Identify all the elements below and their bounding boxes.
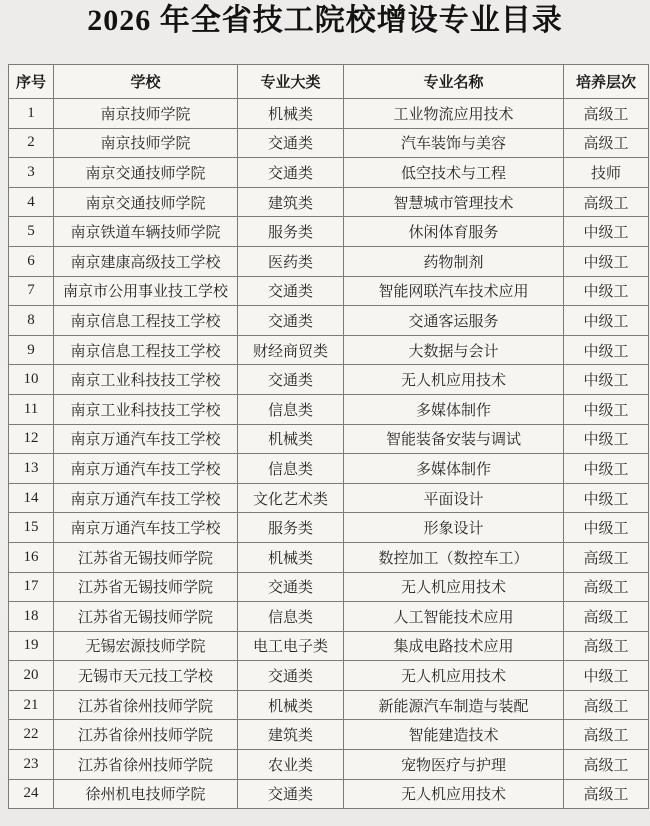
row-number-cell: 13 [9,454,54,484]
school-cell: 南京建康高级技工学校 [54,246,238,276]
row-number-cell: 14 [9,483,54,513]
level-cell: 中级工 [564,306,649,336]
major-cell: 形象设计 [344,513,564,543]
table-row [9,187,649,217]
level-cell: 高级工 [564,572,649,602]
majors-table [8,64,649,809]
row-number-cell: 21 [9,690,54,720]
table-body [9,99,649,809]
row-number-cell: 2 [9,128,54,158]
major-cell: 智能网联汽车技术应用 [344,276,564,306]
major-cell: 人工智能技术应用 [344,602,564,632]
major-cell: 平面设计 [344,483,564,513]
table-row [9,513,649,543]
table-row [9,779,649,809]
column-header-level: 培养层次 [564,65,649,99]
row-number-cell: 5 [9,217,54,247]
major-cell: 大数据与会计 [344,335,564,365]
level-cell: 中级工 [564,217,649,247]
school-cell: 江苏省无锡技师学院 [54,572,238,602]
category-cell: 电工电子类 [238,631,344,661]
school-cell: 南京技师学院 [54,99,238,129]
school-cell: 南京信息工程技工学校 [54,306,238,336]
table-row [9,335,649,365]
level-cell: 高级工 [564,750,649,780]
table-row [9,99,649,129]
level-cell: 中级工 [564,365,649,395]
category-cell: 交通类 [238,365,344,395]
school-cell: 南京铁道车辆技师学院 [54,217,238,247]
major-cell: 数控加工（数控车工） [344,542,564,572]
row-number-cell: 16 [9,542,54,572]
school-cell: 南京市公用事业技工学校 [54,276,238,306]
school-cell: 无锡宏源技师学院 [54,631,238,661]
row-number-cell: 12 [9,424,54,454]
category-cell: 建筑类 [238,720,344,750]
category-cell: 文化艺术类 [238,483,344,513]
level-cell: 高级工 [564,128,649,158]
row-number-cell: 7 [9,276,54,306]
row-number-cell: 24 [9,779,54,809]
major-cell: 无人机应用技术 [344,779,564,809]
row-number-cell: 17 [9,572,54,602]
category-cell: 建筑类 [238,187,344,217]
category-cell: 机械类 [238,542,344,572]
page-title: 2026 年全省技工院校增设专业目录 [87,4,563,37]
category-cell: 交通类 [238,276,344,306]
major-cell: 低空技术与工程 [344,158,564,188]
school-cell: 南京万通汽车技工学校 [54,424,238,454]
major-cell: 休闲体育服务 [344,217,564,247]
major-cell: 无人机应用技术 [344,365,564,395]
level-cell: 中级工 [564,394,649,424]
category-cell: 机械类 [238,424,344,454]
table-row [9,720,649,750]
level-cell: 高级工 [564,99,649,129]
category-cell: 服务类 [238,513,344,543]
level-cell: 高级工 [564,602,649,632]
category-cell: 信息类 [238,394,344,424]
table-row [9,631,649,661]
table-row [9,394,649,424]
category-cell: 交通类 [238,158,344,188]
school-cell: 江苏省徐州技师学院 [54,750,238,780]
table-row [9,217,649,247]
major-cell: 智慧城市管理技术 [344,187,564,217]
row-number-cell: 15 [9,513,54,543]
row-number-cell: 22 [9,720,54,750]
major-cell: 无人机应用技术 [344,572,564,602]
category-cell: 交通类 [238,779,344,809]
category-cell: 信息类 [238,454,344,484]
row-number-cell: 3 [9,158,54,188]
table-row [9,128,649,158]
level-cell: 中级工 [564,483,649,513]
school-cell: 南京工业科技技工学校 [54,365,238,395]
school-cell: 南京技师学院 [54,128,238,158]
table-row [9,365,649,395]
level-cell: 高级工 [564,720,649,750]
category-cell: 医药类 [238,246,344,276]
level-cell: 中级工 [564,454,649,484]
level-cell: 中级工 [564,424,649,454]
level-cell: 中级工 [564,513,649,543]
major-cell: 无人机应用技术 [344,661,564,691]
major-cell: 药物制剂 [344,246,564,276]
table-row [9,306,649,336]
category-cell: 财经商贸类 [238,335,344,365]
major-cell: 汽车装饰与美容 [344,128,564,158]
major-cell: 交通客运服务 [344,306,564,336]
category-cell: 机械类 [238,99,344,129]
school-cell: 南京交通技师学院 [54,158,238,188]
row-number-cell: 19 [9,631,54,661]
major-cell: 智能建造技术 [344,720,564,750]
level-cell: 高级工 [564,779,649,809]
category-cell: 机械类 [238,690,344,720]
category-cell: 交通类 [238,661,344,691]
level-cell: 中级工 [564,335,649,365]
school-cell: 江苏省无锡技师学院 [54,542,238,572]
school-cell: 江苏省徐州技师学院 [54,690,238,720]
level-cell: 高级工 [564,187,649,217]
major-cell: 工业物流应用技术 [344,99,564,129]
row-number-cell: 20 [9,661,54,691]
major-cell: 宠物医疗与护理 [344,750,564,780]
row-number-cell: 10 [9,365,54,395]
school-cell: 江苏省徐州技师学院 [54,720,238,750]
row-number-cell: 1 [9,99,54,129]
category-cell: 农业类 [238,750,344,780]
level-cell: 技师 [564,158,649,188]
row-number-cell: 6 [9,246,54,276]
level-cell: 中级工 [564,661,649,691]
table-row [9,661,649,691]
table-row [9,690,649,720]
table-row [9,246,649,276]
table-row [9,454,649,484]
column-header-school: 学校 [54,65,238,99]
row-number-cell: 18 [9,602,54,632]
school-cell: 南京交通技师学院 [54,187,238,217]
major-cell: 新能源汽车制造与装配 [344,690,564,720]
table-row [9,276,649,306]
row-number-cell: 11 [9,394,54,424]
level-cell: 中级工 [564,246,649,276]
school-cell: 南京万通汽车技工学校 [54,513,238,543]
table-row [9,602,649,632]
table-row [9,542,649,572]
column-header-index: 序号 [9,65,54,99]
major-cell: 智能装备安装与调试 [344,424,564,454]
column-header-category: 专业大类 [238,65,344,99]
major-cell: 集成电路技术应用 [344,631,564,661]
category-cell: 交通类 [238,572,344,602]
category-cell: 信息类 [238,602,344,632]
table-row [9,424,649,454]
school-cell: 南京万通汽车技工学校 [54,454,238,484]
row-number-cell: 8 [9,306,54,336]
table-header [9,65,649,99]
category-cell: 服务类 [238,217,344,247]
school-cell: 南京信息工程技工学校 [54,335,238,365]
category-cell: 交通类 [238,128,344,158]
table-row [9,750,649,780]
category-cell: 交通类 [238,306,344,336]
major-cell: 多媒体制作 [344,394,564,424]
table-row [9,483,649,513]
level-cell: 高级工 [564,542,649,572]
table-row [9,572,649,602]
column-header-major: 专业名称 [344,65,564,99]
table-row [9,158,649,188]
level-cell: 高级工 [564,690,649,720]
school-cell: 江苏省无锡技师学院 [54,602,238,632]
school-cell: 徐州机电技师学院 [54,779,238,809]
school-cell: 南京工业科技技工学校 [54,394,238,424]
level-cell: 高级工 [564,631,649,661]
school-cell: 无锡市天元技工学校 [54,661,238,691]
school-cell: 南京万通汽车技工学校 [54,483,238,513]
header-row [9,65,649,99]
level-cell: 中级工 [564,276,649,306]
row-number-cell: 9 [9,335,54,365]
row-number-cell: 23 [9,750,54,780]
major-cell: 多媒体制作 [344,454,564,484]
row-number-cell: 4 [9,187,54,217]
